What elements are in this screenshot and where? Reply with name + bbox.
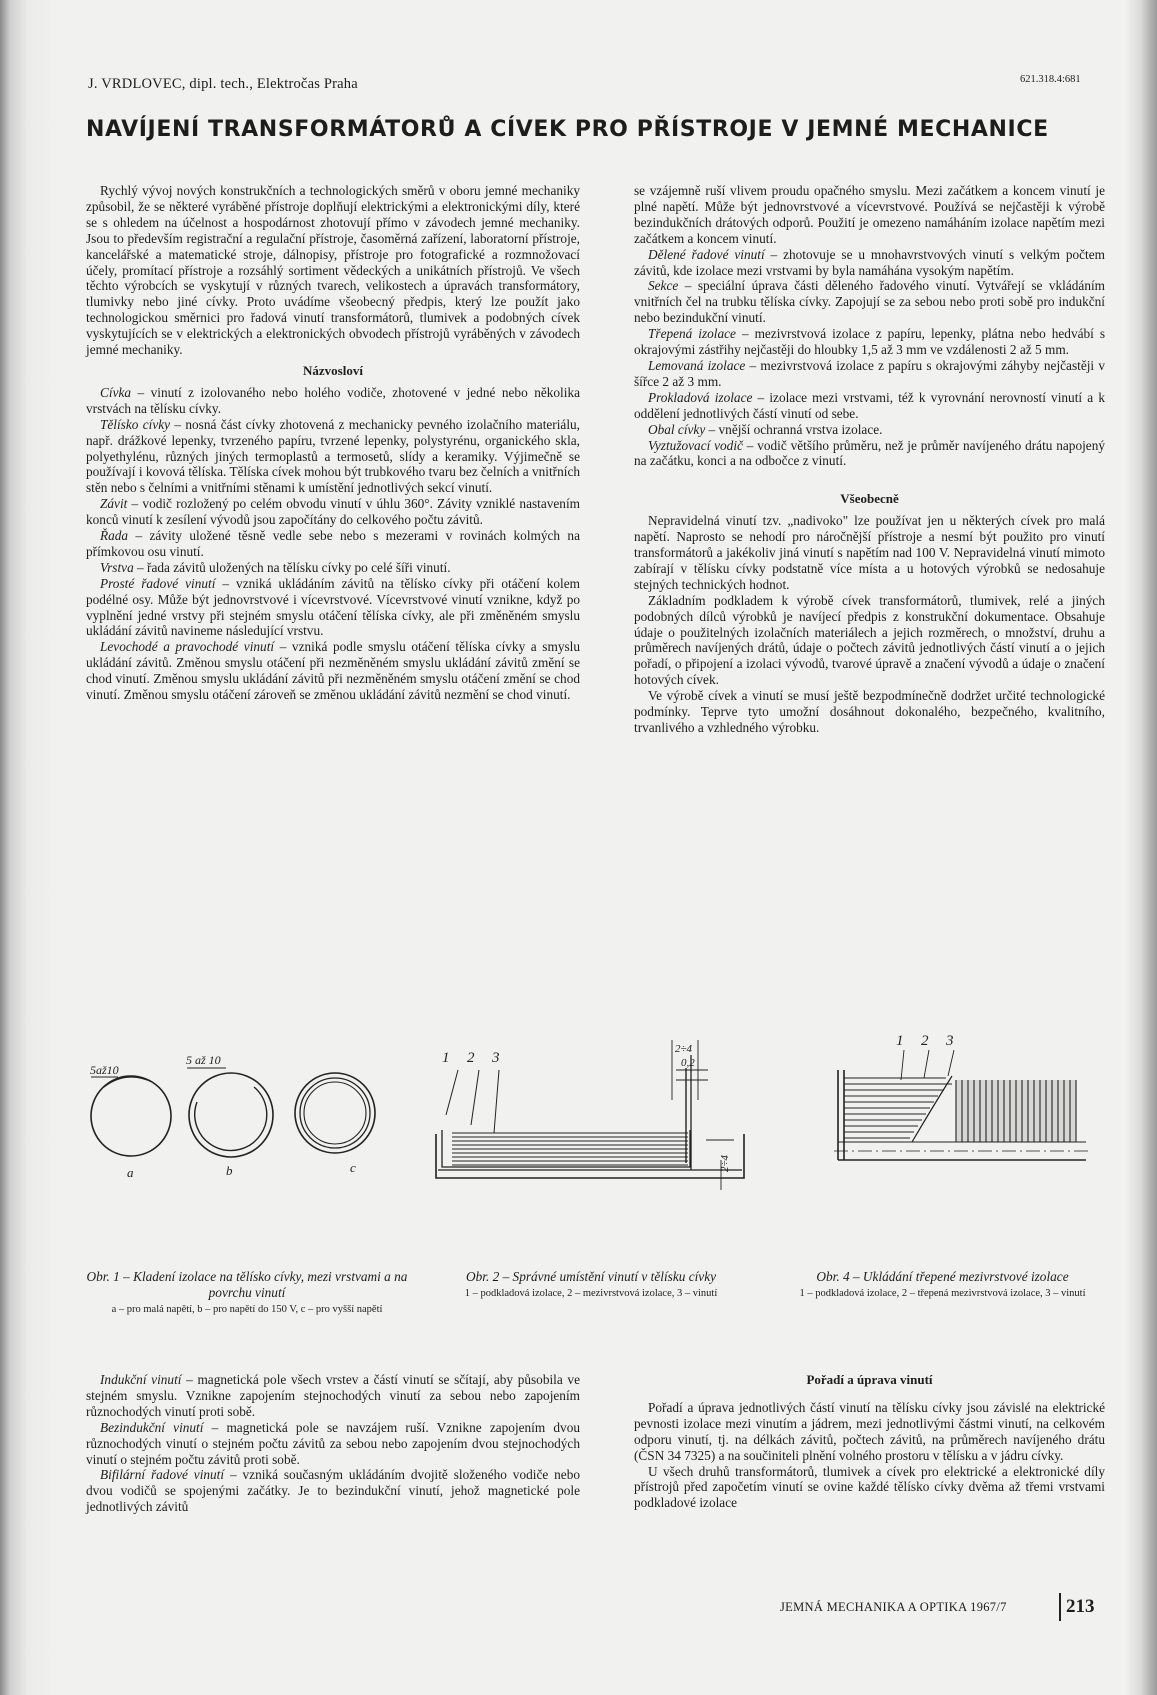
caption-title: Obr. 1 – Kladení izolace na tělísko cívky, mezi vrstvami a na povrchu vinutí	[86, 1269, 408, 1300]
definition: Tělísko cívky – nosná část cívky zhotovená z mechanicky pevného izolačního materiálu, např. drážkové lepenky, tvrzeného papíru, tvrzené lepenky, polystyrénu, organického skla, polyethylénu, různých jiných termoplastů a termosetů, slídy a keramiky. Výjimečně se používají i kovová tělíska. Tělíska cívek mohou být trubkového tvaru bez čelních a vnitřních stěn nebo s čelními a vnitřními stěnami k umístění jednotlivých sekcí vinutí.	[86, 416, 580, 496]
fig4-label-2: 2	[921, 1033, 929, 1049]
definition: Třepená izolace – mezivrstvová izolace z papíru, lepenky, plátna nebo hedvábí s okrajovými zástřihy nejčastěji do hloubky 1,5 až 3 mm ve vzdálenosti 2 až 5 mm.	[634, 326, 1105, 358]
definition: Indukční vinutí – magnetická pole všech vrstev a částí vinutí se sčítají, aby působila ve stejném smyslu. Vznikne zapojením stejnochodých vinutí za sebou nebo zapojením různochodých vinutí proti sobě.	[86, 1372, 580, 1419]
fig4-frayed-insulation	[834, 1033, 1090, 1160]
definition: Prosté řadové vinutí – vzniká ukládáním závitů na tělísko cívky při otáčení kolem podélné osy. Může být jednovrstvové i vícevrstvové. Vícevrstvové vinutí vznikne, když po vyplnění jedné vrstvy při stejném smyslu otáčení tělíska cívky, ale při změněném smyslu ukládání závitů navineme následující vrstvu.	[86, 575, 580, 639]
fig2-dim-gap: 0,2	[681, 1057, 695, 1069]
journal-footer: JEMNÁ MECHANIKA A OPTIKA 1967/7	[780, 1600, 1007, 1614]
fig2-label-2: 2	[467, 1050, 475, 1066]
page-number: 213	[1066, 1596, 1095, 1617]
body-paragraph: U všech druhů transformátorů, tlumivek a cívek pro elektrické a elektronické díly přístrojů před započetím vinutí se ovine každé tělísko cívky dvěma až třemi vrstvami podkladové izolace	[634, 1463, 1105, 1511]
fig2-dim-side: 2÷4	[719, 1154, 731, 1172]
definition: Sekce – speciální úprava části děleného řadového vinutí. Vytvářejí se vkládáním vnitřních čel na trubku tělíska cívky. Zapojují se za sebou nebo proti sobě pro indukční nebo bezindukční vinutí.	[634, 278, 1105, 326]
fig1-label-a: a	[127, 1165, 134, 1180]
bottom-right-column	[634, 1372, 1105, 1511]
right-column	[634, 183, 1105, 736]
definition: Vrstva – řada závitů uložených na tělísku cívky po celé šíři vinutí.	[100, 559, 451, 575]
section-heading-poradi: Pořadí a úprava vinutí	[806, 1372, 933, 1387]
fig1-label-b: b	[226, 1163, 233, 1178]
fig1-coil-b	[186, 1053, 273, 1178]
fig4-label-1: 1	[896, 1033, 904, 1049]
caption-title: Obr. 2 – Správné umístění vinutí v tělísku cívky	[466, 1269, 716, 1284]
fig2-label-1: 1	[442, 1050, 450, 1066]
bottom-left-column	[86, 1372, 580, 1515]
definition: Levochodé a pravochodé vinutí – vzniká podle smyslu otáčení tělíska cívky a smyslu ukládání závitů. Změnou smyslu otáčení při nezměněném smyslu ukládání závitů změní se chod vinutí. Změnou smyslu ukládání závitů při nezměněném smyslu otáčení změní se chod vinutí. Změnou smyslu otáčení zároveň se změnou ukládání závitů nezmění se chod vinutí.	[86, 639, 580, 703]
fig2-bobbin-section	[436, 1040, 744, 1190]
body-paragraph: Pořadí a úprava jednotlivých částí vinutí na tělísku cívky jsou závislé na elektrické pevnosti izolace mezi vinutím a jádrem, mezi jednotlivými částmi vinutí, na celkovém odporu vinutí, tj. na délkách závitů, počtech závitů, na průměrech navíjeného drátu (ČSN 34 7325) a na součiniteli plnění volného prostoru v tělísku a v jádru cívky.	[634, 1399, 1105, 1463]
left-column	[86, 183, 580, 703]
definition: Bifilární řadové vinutí – vzniká současným ukládáním dvojitě složeného vodiče nebo dvou vodičů se spojenými začátky. Je to bezindukční vinutí, jehož magnetické pole jednotlivých závitů	[86, 1467, 580, 1515]
definition: Bezindukční vinutí – magnetická pole se navzájem ruší. Vznikne zapojením dvou různochodých vinutí o stejném počtu závitů za sebou nebo zapojením dvou stejnochodých vinutí o stejném počtu závitů proti sobě.	[86, 1419, 580, 1467]
definition: Dělené řadové vinutí – zhotovuje se u mnohavrstvových vinutí s velkým počtem závitů, kde izolace mezi vrstvami by byla namáhána vysokým napětím.	[634, 246, 1105, 278]
definition: Řada – závity uložené těsně vedle sebe nebo s mezerami v rovinách kolmých na přímkovou osu vinutí.	[86, 528, 580, 559]
figure-caption-4	[780, 1269, 1105, 1301]
fig1-coil-c	[295, 1073, 375, 1175]
figure-caption-2	[430, 1269, 752, 1301]
intro-paragraph: Rychlý vývoj nových konstrukčních a technologických směrů v oboru jemné mechaniky způsobil, že se některé vyráběné přístroje doplňují elektrickými a elektronickými díly, které se s ohledem na účelnost a hospodárnost zhotovují přímo v závodech jemné mechaniky. Jsou to především registrační a regulační přístroje, časoměrná zařízení, laboratorní přístroje, kancelářské a matematické stroje, dálnopisy, přístroje pro fotografické a rozmnožovací účely, promítací přístroje a rozsáhlý sortiment vědeckých a unikátních přístrojů. Ve všech těchto výrobcích se vyskytují v různých tvarech, velikostech a úpravách transformátory, tlumivky nebo jiné cívky. Proto uvádíme všeobecný předpis, který lze použít jako technologickou směrnici pro řadová vinutí transformátorů, tlumivek a podobných cívek vyskytujících se v elektrických a elektronických obvodech přístrojů vyráběných v závodech jemné mechaniky.	[86, 183, 580, 358]
body-paragraph: Základním podkladem k výrobě cívek transformátorů, tlumivek, relé a jiných podobných dílců výrobků je navíjecí předpis z konstrukční dokumentace. Obsahuje údaje o použitelných izolačních materiálech a jejich rozměrech, o množství, druhu a průměrech navíjených drátů, údaje o počtech závitů jednotlivých částí vinutí a o jejich pořadí, o připojení a izolaci vývodů, tvarové úpravě a značení vývodů a údaje o značení hotových cívek.	[634, 592, 1105, 688]
figures-strip	[86, 1030, 1106, 1260]
fig1-label-c: c	[350, 1160, 356, 1175]
definition: Obal cívky – vnější ochranná vrstva izolace.	[648, 421, 883, 437]
article-title: NAVÍJENÍ TRANSFORMÁTORŮ A CÍVEK PRO PŘÍSTROJE V JEMNÉ MECHANICE	[86, 117, 1049, 142]
footer-divider	[1059, 1593, 1061, 1621]
continued-paragraph: se vzájemně ruší vlivem proudu opačného smyslu. Mezi začátkem a koncem vinutí je plné napětí. Může být jednovrstvové a vícevrstvové. Používá se nejčastěji k výrobě bezindukčních drátových odporů. Použití je omezeno namáháním izolace napětím mezi začátkem a koncem vinutí.	[634, 183, 1105, 246]
fig1-coil-a	[90, 1063, 171, 1180]
definition: Vyztužovací vodič – vodič většího průměru, než je průměr navíjeného drátu napojený na začátku, konci a na odbočce z vinutí.	[634, 437, 1105, 469]
body-paragraph: Nepravidelná vinutí tzv. „nadivoko" lze používat jen u některých cívek pro malá napětí. Naprosto se nehodí pro náročnější přístroje a nesmí být použito pro vinutí transformátorů a jakékoliv jiná vinutí s napětím nad 100 V. Nepravidelná vinutí mimoto zabírají v tělísku cívky podstatně více místa a u hotových výrobků se nedosahuje stejných technických hodnot.	[634, 513, 1105, 592]
definition: Lemovaná izolace – mezivrstvová izolace z papíru s okrajovými záhyby nejčastěji v šířce 2 až 3 mm.	[634, 357, 1105, 389]
figure-caption-1	[86, 1269, 408, 1317]
caption-title: Obr. 4 – Ukládání třepené mezivrstvové izolace	[816, 1269, 1069, 1284]
fig1-dim-b: 5 až 10	[186, 1053, 221, 1067]
section-heading-nazvoslovi: Názvosloví	[303, 362, 363, 378]
caption-legend: 1 – podkladová izolace, 2 – mezivrstvová izolace, 3 – vinutí	[464, 1288, 718, 1299]
fig2-label-3: 3	[492, 1050, 500, 1066]
caption-legend: a – pro malá napětí, b – pro napětí do 150 V, c – pro vyšší napětí	[111, 1304, 383, 1315]
section-heading-vseobecne: Všeobecně	[840, 491, 899, 507]
udc-code: 621.318.4:681	[1020, 74, 1081, 85]
fig2-dim-top: 2÷4	[675, 1043, 693, 1055]
caption-legend: 1 – podkladová izolace, 2 – třepená mezivrstvová izolace, 3 – vinutí	[799, 1288, 1086, 1299]
body-paragraph: Ve výrobě cívek a vinutí se musí ještě bezpodmínečně dodržet určité technologické podmínky. Teprve tyto umožní dosáhnout dokonalého, bezpečného, kvalitního, trvanlivého a vzhledného výrobku.	[634, 688, 1105, 735]
author-line: J. VRDLOVEC, dipl. tech., Elektročas Praha	[88, 76, 358, 92]
definition: Cívka – vinutí z izolovaného nebo holého vodiče, zhotovené v jedné nebo několika vrstvách na tělísku cívky.	[86, 384, 580, 416]
fig4-label-3: 3	[946, 1033, 954, 1049]
definition: Prokladová izolace – izolace mezi vrstvami, též k vyrovnání nerovností vinutí a k oddělení jednotlivých částí vinutí od sebe.	[634, 389, 1105, 421]
definition: Závit – vodič rozložený po celém obvodu vinutí v úhlu 360°. Závity vzniklé nastavením konců vinutí k zesílení vývodů jsou započítány do celkového počtu závitů.	[86, 496, 580, 528]
fig1-dim-a: 5až10	[90, 1063, 119, 1077]
